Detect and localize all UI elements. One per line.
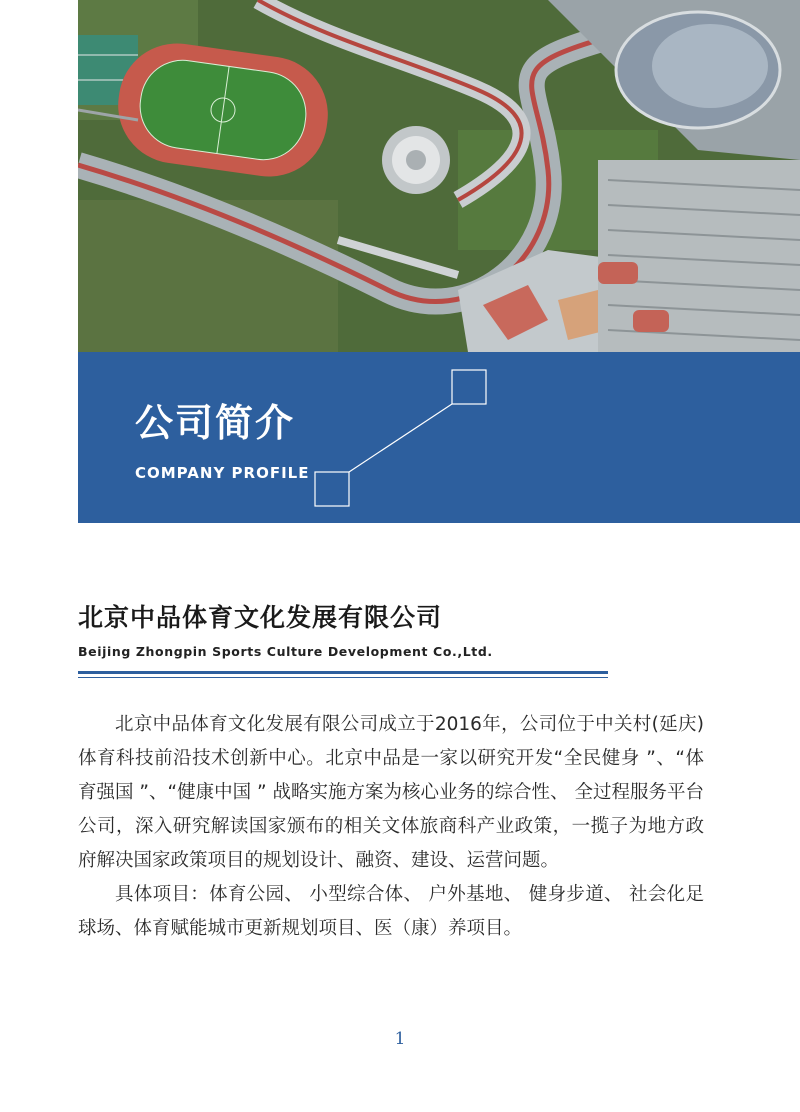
banner-title: 公司简介 bbox=[135, 401, 296, 445]
section-banner bbox=[78, 352, 800, 523]
company-name-cn: 北京中品体育文化发展有限公司 bbox=[78, 603, 443, 632]
aerial-park-photo bbox=[78, 0, 800, 352]
banner-subtitle: COMPANY PROFILE bbox=[135, 464, 310, 482]
description-paragraph-2: 具体项目：体育公园、 小型综合体、 户外基地、 健身步道、 社会化足球场、体育赋能城市更新规划项目、医（康）养项目。 bbox=[78, 884, 704, 939]
description-paragraph-1: 北京中品体育文化发展有限公司成立于2016年，公司位于中关村(延庆)体育科技前沿技术创新中心。北京中品是一家以研究开发“全民健身 ”、“体育强国 ”、“健康中国 ” 战略实施方案为核心业务的综合性、 全过程服务平台公司，深入研究解读国家颁布的相关文体旅商科产业政策，一揽子为地方政府解决国家政策项目的规划设计、融资、建设、运营问题。 bbox=[78, 714, 704, 871]
company-description bbox=[78, 708, 704, 946]
page-number: 1 bbox=[394, 1029, 406, 1049]
company-name-en: Beijing Zhongpin Sports Culture Development Co.,Ltd. bbox=[78, 644, 493, 659]
heading-rule-thin bbox=[78, 677, 608, 678]
heading-rule-thick bbox=[78, 671, 608, 674]
